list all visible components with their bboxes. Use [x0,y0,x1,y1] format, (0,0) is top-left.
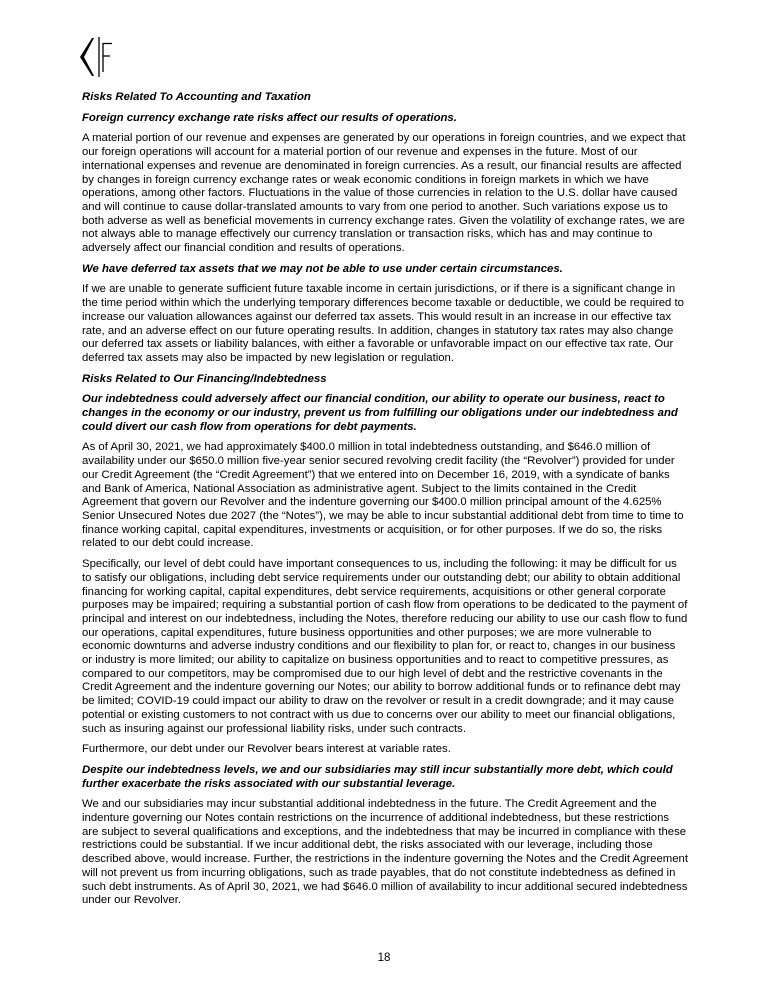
section-heading-financing-indebtedness: Risks Related to Our Financing/Indebtedness [82,372,327,385]
kf-monogram-logo [80,36,128,78]
paragraph-variable-rates: Furthermore, our debt under our Revolver bears interest at variable rates. [82,743,451,756]
paragraph-foreign-currency: A material portion of our revenue and expenses are generated by our operations in foreign countries, and we expect that our foreign operations will account for a material portion of our revenue and expenses in the future. Most of our international expenses and revenue are denominated in foreign currencies. As a result, our financial results are affected by changes in foreign currency exchange rates or weak economic conditions in foreign markets in which we have operations, among other factors. Fluctuations in the value of those currencies in relation to the U.S. dollar have caused and will continue to cause dollar-translated amounts to vary from one period to another. Such variations expose us to both adverse as well as beneficial movements in currency exchange rates. Given the volatility of exchange rates, we are not always able to manage effectively our currency translation or transaction risks, which has and may continue to adversely affect our financial condition and results of operations. [82,132,686,255]
paragraph-deferred-tax: If we are unable to generate sufficient future taxable income in certain jurisdictions, or if there is a significant change in the time period within which the underlying temporary differences become taxable or deductible, we could be required to increase our valuation allowances against our deferred tax assets. This would result in an increase in our effective tax rate, and an adverse effect on our future operating results. In addition, changes in statutory tax rates may also change our deferred tax assets or liability balances, with either a favorable or unfavorable impact on our effective tax rate. Our deferred tax assets may also be impacted by new legislation or regulation. [82,283,684,364]
kf-logo-icon [80,36,128,78]
section-heading-accounting-taxation: Risks Related To Accounting and Taxation [82,91,311,103]
paragraph-debt-consequences: Specifically, our level of debt could have important consequences to us, including the following: it may be difficult for us to satisfy our obligations, including debt service requirements under our outstanding debt; our ability to obtain additional financing for working capital, capital expenditures, debt service requirements, acquisitions or other general corporate purposes may be impaired; requiring a substantial portion of cash flow from operations to be dedicated to the payment of principal and interest on our indebtedness, including the Notes, therefore reducing our ability to use our cash flow to fund our operations, capital expenditures, future business opportunities and other purposes; we are more vulnerable to economic downturns and adverse industry conditions and our flexibility to plan for, or react to, changes in our business or industry is more limited; our ability to capitalize on business opportunities and to react to competitive pressures, as compared to our competitors, may be compromised due to our high level of debt and the restrictive covenants in the Credit Agreement and the indenture governing our Notes; our ability to borrow additional funds or to refinance debt may be limited; COVID-19 could impact our ability to draw on the revolver or result in a credit downgrade; and it may cause potential or existing customers to not contract with us due to concerns over our ability to meet our financial obligations, such as insuring against our professional liability risks, under such contracts. [82,558,688,735]
logo-chevron-mark [80,38,94,76]
document-body [82,91,688,915]
page-number: 18 [377,952,391,964]
risk-heading-indebtedness: Our indebtedness could adversely affect our financial condition, our ability to operate our business, react to changes in the economy or our industry, prevent us from fulfilling our obligations under our indebtedness and could divert our cash flow from operations for debt payments. [82,393,678,433]
risk-heading-deferred-tax: We have deferred tax assets that we may not be able to use under certain circumstances. [82,262,563,275]
paragraph-indebtedness-outstanding: As of April 30, 2021, we had approximately $400.0 million in total indebtedness outstanding, and $646.0 million of availability under our $650.0 million five-year senior secured revolving credit facility (the “Revolver”) provided for under our Credit Agreement (the “Credit Agreement”) that we entered into on December 16, 2019, with a syndicate of banks and Bank of America, National Association as administrative agent. Subject to the limits contained in the Credit Agreement that govern our Revolver and the indenture governing our $400.0 million principal amount of the 4.625% Senior Unsecured Notes due 2027 (the “Notes”), we may be able to incur substantial additional debt from time to time to finance working capital, capital expenditures, investments or acquisition, or for other purposes. If we do so, the risks related to our debt could increase. [82,441,684,550]
risk-heading-foreign-currency: Foreign currency exchange rate risks affect our results of operations. [82,111,457,124]
paragraph-additional-debt: We and our subsidiaries may incur substantial additional indebtedness in the future. The Credit Agreement and the indenture governing our Notes contain restrictions on the incurrence of additional indebtedness, but these restrictions are subject to several qualifications and exceptions, and the indebtedness that may be incurred in compliance with these restrictions could be substantial. If we incur additional debt, the risks associated with our leverage, including those described above, would increase. Further, the restrictions in the indenture governing the Notes and the Credit Agreement will not prevent us from incurring obligations, such as trade payables, that do not constitute indebtedness as defined in such debt instruments. As of April 30, 2021, we had $646.0 million of availability to incur additional secured indebtedness under our Revolver. [82,798,688,907]
risk-heading-additional-debt: Despite our indebtedness levels, we and our subsidiaries may still incur substantially more debt, which could further exacerbate the risks associated with our substantial leverage. [82,763,673,790]
